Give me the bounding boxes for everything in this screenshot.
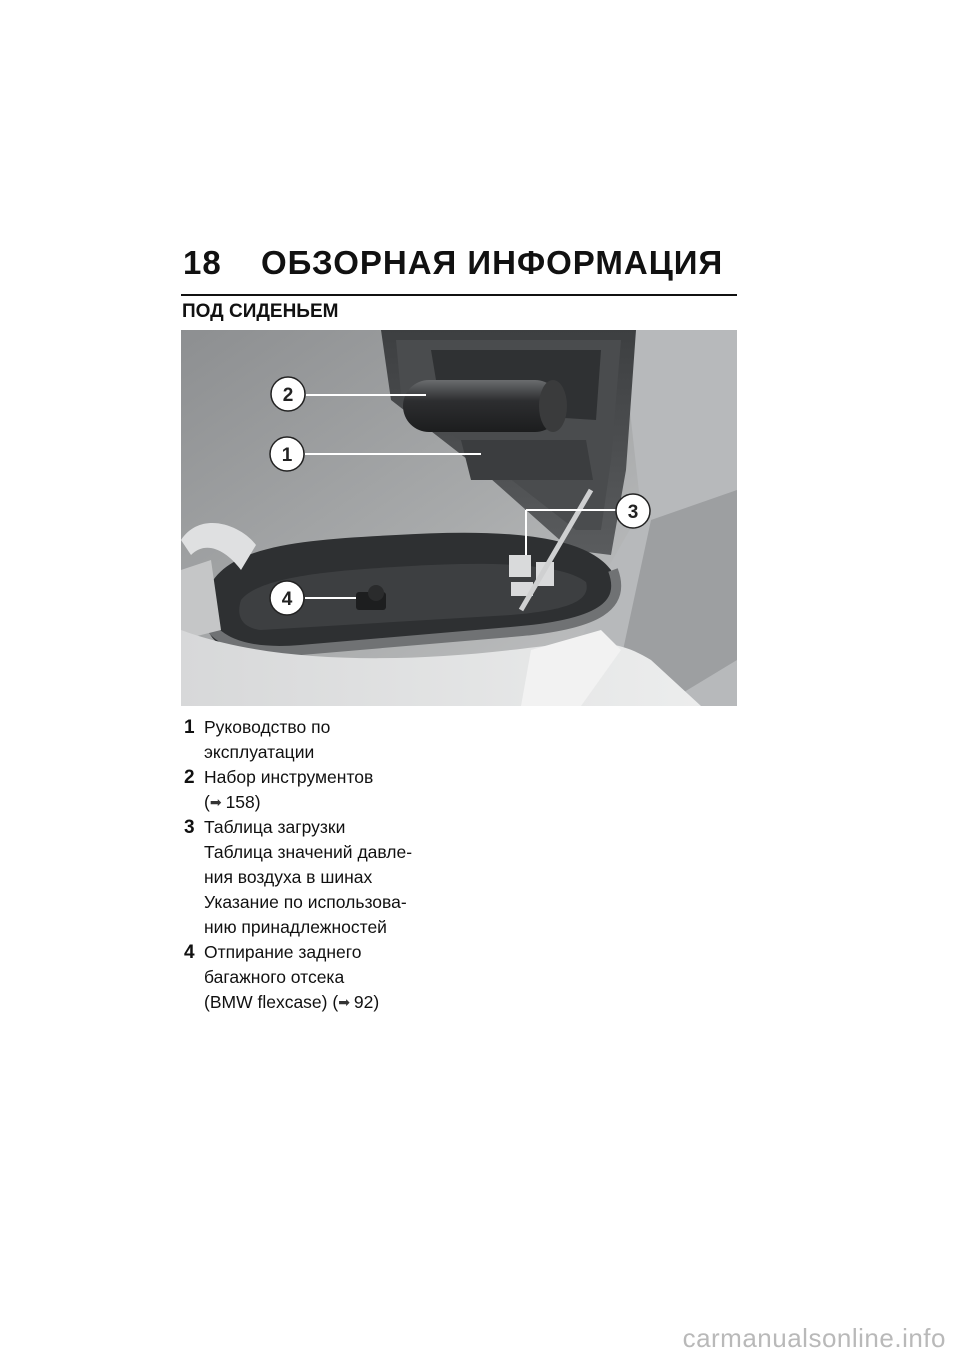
legend-line: нию принадлежностей	[204, 917, 387, 937]
legend-item-1	[181, 715, 481, 765]
legend-number: 1	[184, 717, 195, 738]
legend-item-3	[181, 815, 481, 940]
callout-2	[271, 377, 305, 411]
watermark: carmanualsonline.info	[682, 1323, 946, 1353]
legend-list	[181, 715, 481, 1015]
legend-line: багажного отсека	[204, 967, 345, 987]
under-seat-figure	[181, 330, 737, 706]
legend-line: Набор инструментов	[204, 767, 374, 787]
page-header	[181, 240, 737, 300]
legend-line: Таблица значений давле-	[204, 842, 413, 862]
svg-text:2: 2	[282, 385, 294, 406]
legend-line: ния воздуха в шинах	[204, 867, 373, 887]
ref-prefix: (BMW flexcase) (	[204, 992, 339, 1012]
legend-item-4	[181, 940, 481, 1015]
legend-line: Отпирание заднего	[204, 942, 362, 962]
page-reference[interactable]	[204, 790, 481, 815]
callout-4	[270, 581, 304, 615]
ref-prefix: (	[204, 792, 210, 812]
legend-line: Указание по использова-	[204, 892, 407, 912]
chapter-title: ОБЗОРНАЯ ИНФОРМАЦИЯ	[261, 244, 724, 281]
legend-number: 2	[184, 767, 195, 788]
legend-number: 4	[184, 942, 195, 963]
page-number: 18	[183, 244, 222, 281]
legend-line: Руководство по	[204, 717, 331, 737]
legend-line: Таблица загрузки	[204, 817, 346, 837]
scooter-storage-illustration	[181, 330, 737, 706]
legend-number: 3	[184, 817, 195, 838]
arrow-reference-icon: ➡	[338, 994, 350, 1010]
callout-1	[270, 437, 304, 471]
section-title: ПОД СИДЕНЬЕМ	[182, 301, 339, 322]
arrow-reference-icon: ➡	[209, 794, 222, 810]
legend-item-2	[181, 765, 481, 815]
svg-text:4: 4	[281, 589, 293, 610]
ref-page: 92)	[353, 992, 380, 1012]
callout-3	[616, 494, 650, 528]
svg-text:1: 1	[281, 445, 293, 466]
header-divider	[181, 294, 737, 296]
legend-line: эксплуатации	[204, 742, 315, 762]
ref-page: 158)	[225, 792, 261, 812]
svg-text:3: 3	[627, 502, 639, 523]
page-reference[interactable]	[204, 990, 481, 1015]
